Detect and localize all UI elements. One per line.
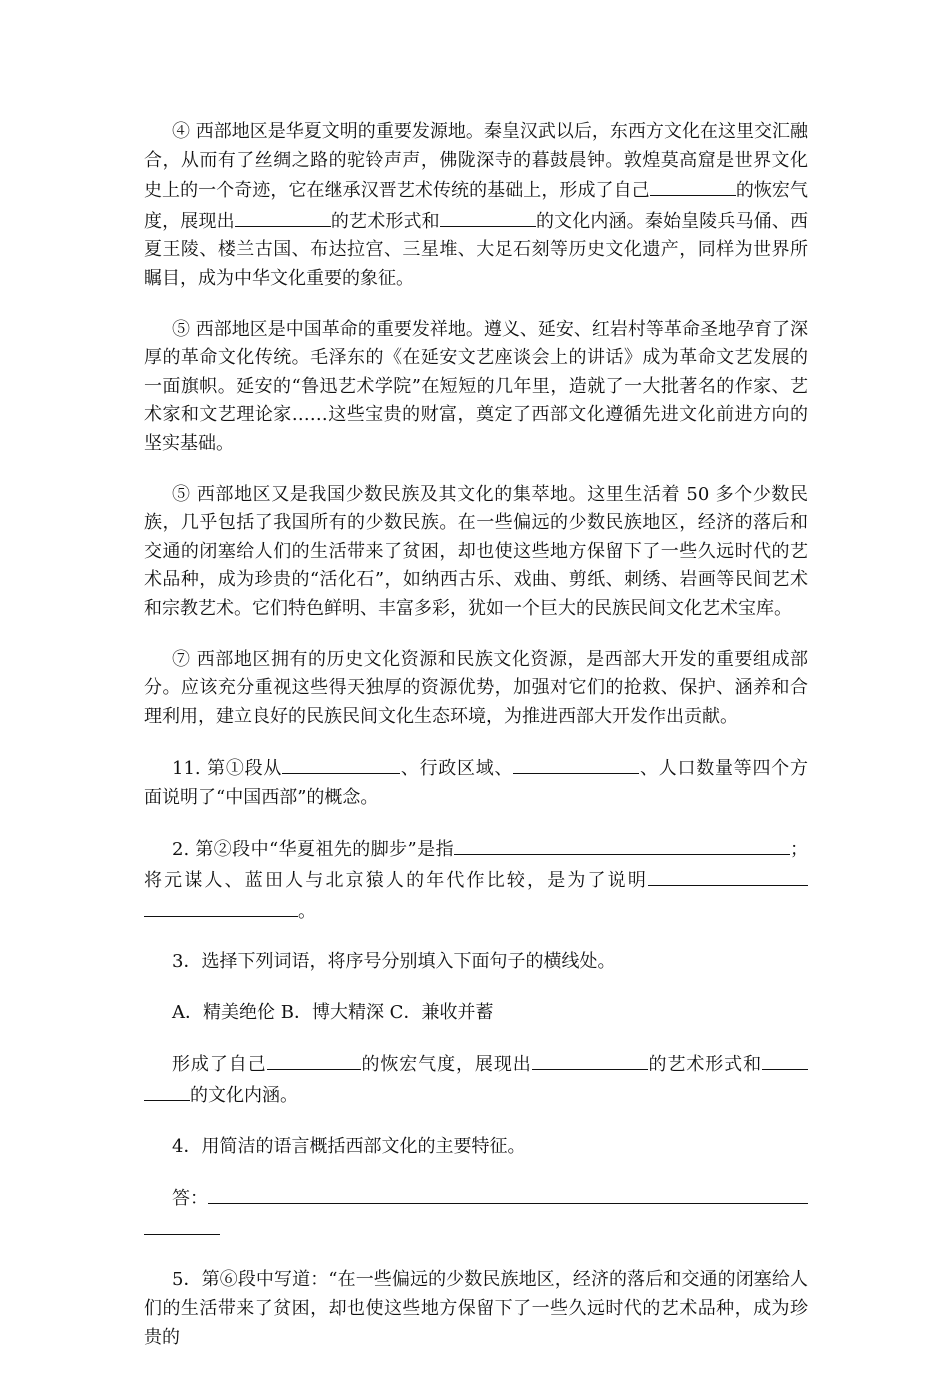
question-5: 5．第⑥段中写道：“在一些偏远的少数民族地区，经济的落后和交通的闭塞给人们的生活带来了贫困，却也使这些地方保留下了一些久远时代的艺术品种，成为珍贵的 xyxy=(144,1269,808,1348)
paragraph-4-text-c: 的艺术形式和 xyxy=(330,210,440,232)
paragraph-7: ⑦ 西部地区拥有的历史文化资源和民族文化资源，是西部大开发的重要组成部分。应该充分重视这些得天独厚的资源优势，加强对它们的抢救、保护、涵养和合理利用，建立良好的民族民间文化生态环境，为推进西部大开发作出贡献。 xyxy=(144,648,808,727)
answer-blank[interactable] xyxy=(648,865,808,886)
fill-blank[interactable] xyxy=(722,175,736,196)
question-3-text-b: 的恢宏气度，展现出 xyxy=(360,1054,532,1076)
question-11-text-a: 11. 第①段从 xyxy=(172,758,283,780)
question-3-text-a: 形成了自己 xyxy=(172,1054,267,1076)
question-3-options: A．精美绝伦 B．博大精深 C．兼收并蓄 xyxy=(172,1001,494,1023)
answer-blank[interactable] xyxy=(776,834,790,855)
question-11 xyxy=(144,753,808,812)
question-3-prompt: 3．选择下列词语，将序号分别填入下面句子的横线处。 xyxy=(172,951,616,973)
document-content xyxy=(144,118,808,1374)
answer-blank[interactable] xyxy=(454,834,776,855)
question-2 xyxy=(144,834,808,926)
question-2-text-b: ；将元谋人、蓝田人与北京猿人的年代作比较，是为了说明 xyxy=(144,839,808,892)
question-2-text-a: 2. 第②段中“华夏祖先的脚步”是指 xyxy=(172,839,454,861)
paragraph-5: ⑤ 西部地区是中国革命的重要发祥地。遵义、延安、红岩村等革命圣地孕育了深厚的革命文化传统。毛泽东的《在延安文艺座谈会上的讲话》成为革命文艺发展的一面旗帜。延安的“鲁迅艺术学院”在短短的几年里，造就了一大批著名的作家、艺术家和文艺理论家……这些宝贵的财富，奠定了西部文化遵循先进文化前进方向的坚实基础。 xyxy=(144,318,808,454)
fill-blank[interactable] xyxy=(440,206,536,227)
question-11-text-c: 、人口数量等四个方面说明了“中国西部”的概念。 xyxy=(144,758,808,808)
paragraph-4 xyxy=(144,118,808,294)
answer-blank[interactable] xyxy=(762,1049,808,1070)
question-3-text-d: 的文化内涵。 xyxy=(190,1085,298,1107)
paragraph-4-text-d: 的文化内涵。秦始皇陵兵马俑、西夏王陵、楼兰古国、布达拉宫、三星堆、大足石刻等历史文化遗产，同样为世界所瞩目，成为中华文化重要的象征。 xyxy=(144,210,809,289)
answer-blank[interactable] xyxy=(144,896,298,917)
paragraph-6: ⑤ 西部地区又是我国少数民族及其文化的集萃地。这里生活着 50 多个少数民族，几乎包括了我国所有的少数民族。在一些偏远的少数民族地区，经济的落后和交通的闭塞给人们的生活带来了贫困，却也使这些地方保留下了一些久远时代的艺术品种，成为珍贵的“活化石”，如纳西古乐、戏曲、剪纸、刺绣、岩画等民间艺术和宗教艺术。它们特色鲜明、丰富多彩，犹如一个巨大的民族民间文化艺术宝库。 xyxy=(144,483,808,619)
answer-line[interactable] xyxy=(144,1214,220,1235)
answer-line[interactable] xyxy=(208,1183,808,1204)
answer-blank[interactable] xyxy=(513,753,639,774)
paragraph-4-text-b: 的恢宏气度，展现出 xyxy=(144,180,808,232)
answer-blank[interactable] xyxy=(144,1080,190,1101)
answer-blank[interactable] xyxy=(267,1049,361,1070)
answer-label: 答： xyxy=(172,1188,208,1210)
answer-blank[interactable] xyxy=(532,1049,648,1070)
question-3-text-c: 的艺术形式和 xyxy=(647,1054,763,1076)
answer-blank[interactable] xyxy=(282,753,400,774)
fill-blank[interactable] xyxy=(235,206,331,227)
question-11-text-b: 、行政区域、 xyxy=(400,758,514,780)
question-4-prompt: 4．用简洁的语言概括西部文化的主要特征。 xyxy=(172,1135,526,1157)
question-2-text-c: 。 xyxy=(298,900,316,922)
fill-blank[interactable] xyxy=(650,175,722,196)
paragraph-4-text-a: ④ 西部地区是华夏文明的重要发源地。秦皇汉武以后，东西方文化在这里交汇融合，从而有了丝绸之路的驼铃声声，佛陇深寺的暮鼓晨钟。敦煌莫高窟是世界文化史上的一个奇迹，它在继承汉晋艺术传统的基础上，形成了自己 xyxy=(144,121,808,202)
question-4-answer xyxy=(144,1183,808,1244)
question-3-sentence xyxy=(144,1049,808,1110)
